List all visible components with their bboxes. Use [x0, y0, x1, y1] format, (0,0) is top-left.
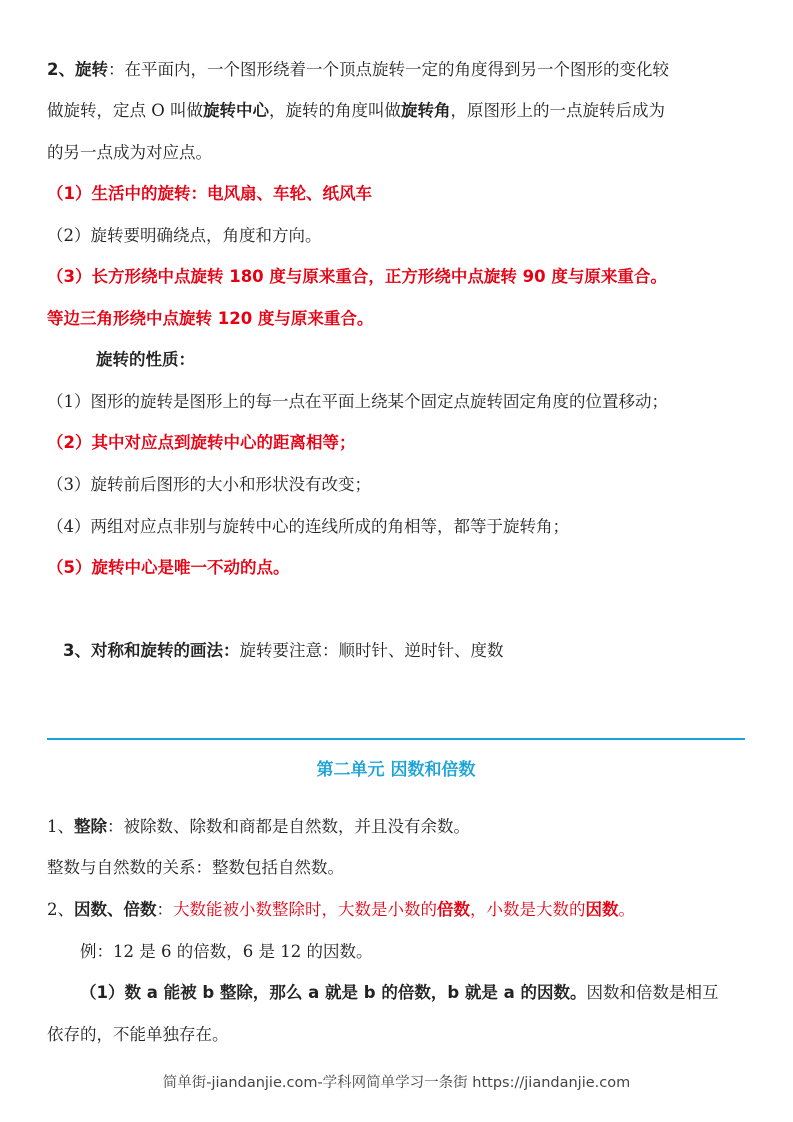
- definition-text: 做旋转，定点 O 叫做: [47, 101, 204, 120]
- drawing-method-line: [63, 640, 763, 662]
- unit-title: 第二单元 因数和倍数: [316, 760, 476, 780]
- definition-text: 大数能被小数整除时，大数是小数的: [173, 900, 437, 919]
- rotation-shapes-line-2: 等边三角形绕中点旋转 120 度与原来重合。: [47, 309, 374, 328]
- period: 。: [618, 900, 635, 919]
- section-divider: [47, 738, 745, 740]
- section-number: 2、: [47, 900, 74, 919]
- definition-text: ，原图形上的一点旋转后成为: [450, 101, 666, 120]
- term-factor-multiple: 因数、倍数: [74, 900, 157, 919]
- factor-example: 例：12 是 6 的倍数，6 是 12 的因数。: [80, 942, 373, 961]
- term-rotation-angle: 旋转角: [401, 101, 451, 120]
- definition-text: 的另一点成为对应点。: [47, 143, 212, 162]
- page-footer: 简单街-jiandanjie.com-学科网简单学习一条街 https://jiandanjie.com: [162, 1075, 631, 1091]
- colon: ：: [156, 900, 173, 919]
- rotation-property-2: （2）其中对应点到旋转中心的距离相等；: [47, 433, 356, 452]
- term-rotation-center: 旋转中心: [203, 101, 270, 120]
- definition-text: ，旋转的角度叫做: [269, 101, 402, 120]
- factor-rule-line-1: [80, 982, 780, 1004]
- definition-text: 在平面内，一个图形绕着一个顶点旋转一定的角度得到另一个图形的变化较: [124, 60, 669, 79]
- term-factor: 因数: [585, 900, 619, 919]
- rotation-requirements: （2）旋转要明确绕点，角度和方向。: [47, 226, 322, 245]
- drawing-method-label: 3、对称和旋转的画法：: [63, 641, 240, 660]
- section-number: 2、: [47, 60, 75, 79]
- rotation-definition-line-3: [47, 142, 747, 164]
- factor-rule-bold: （1）数 a 能被 b 整除，那么 a 就是 b 的倍数，b 就是 a 的因数。: [80, 983, 587, 1002]
- factor-rule-text: 因数和倍数是相互: [586, 983, 719, 1002]
- term-rotation: 旋转: [74, 60, 108, 79]
- definition-text: ，小数是大数的: [470, 900, 586, 919]
- section-number: 1、: [47, 817, 74, 836]
- drawing-method-text: 旋转要注意：顺时针、逆时针、度数: [239, 641, 504, 660]
- rotation-property-3: （3）旋转前后图形的大小和形状没有改变；: [47, 475, 371, 494]
- factor-multiple-definition: [47, 899, 747, 921]
- rotation-definition-line-2: [47, 100, 747, 122]
- rotation-properties-title: 旋转的性质：: [96, 350, 195, 369]
- colon: ：: [107, 60, 125, 79]
- rotation-property-5: （5）旋转中心是唯一不动的点。: [47, 558, 290, 577]
- definition-text: ：被除数、除数和商都是自然数，并且没有余数。: [107, 817, 470, 836]
- term-multiple: 倍数: [437, 900, 470, 919]
- rotation-shapes-line-1: （3）长方形绕中点旋转 180 度与原来重合，正方形绕中点旋转 90 度与原来重合。: [47, 267, 667, 286]
- rotation-definition-line-1: [47, 59, 747, 81]
- rotation-property-4: （4）两组对应点非别与旋转中心的连线所成的角相等，都等于旋转角；: [47, 517, 569, 536]
- integer-relation: 整数与自然数的关系：整数包括自然数。: [47, 858, 344, 877]
- factor-rule-line-2: 依存的，不能单独存在。: [47, 1025, 229, 1044]
- rotation-property-1: （1）图形的旋转是图形上的每一点在平面上绕某个固定点旋转固定角度的位置移动；: [47, 392, 668, 411]
- term-divisible: 整除: [74, 817, 107, 836]
- rotation-life-examples: （1）生活中的旋转：电风扇、车轮、纸风车: [47, 184, 372, 203]
- divisible-definition: [47, 816, 747, 838]
